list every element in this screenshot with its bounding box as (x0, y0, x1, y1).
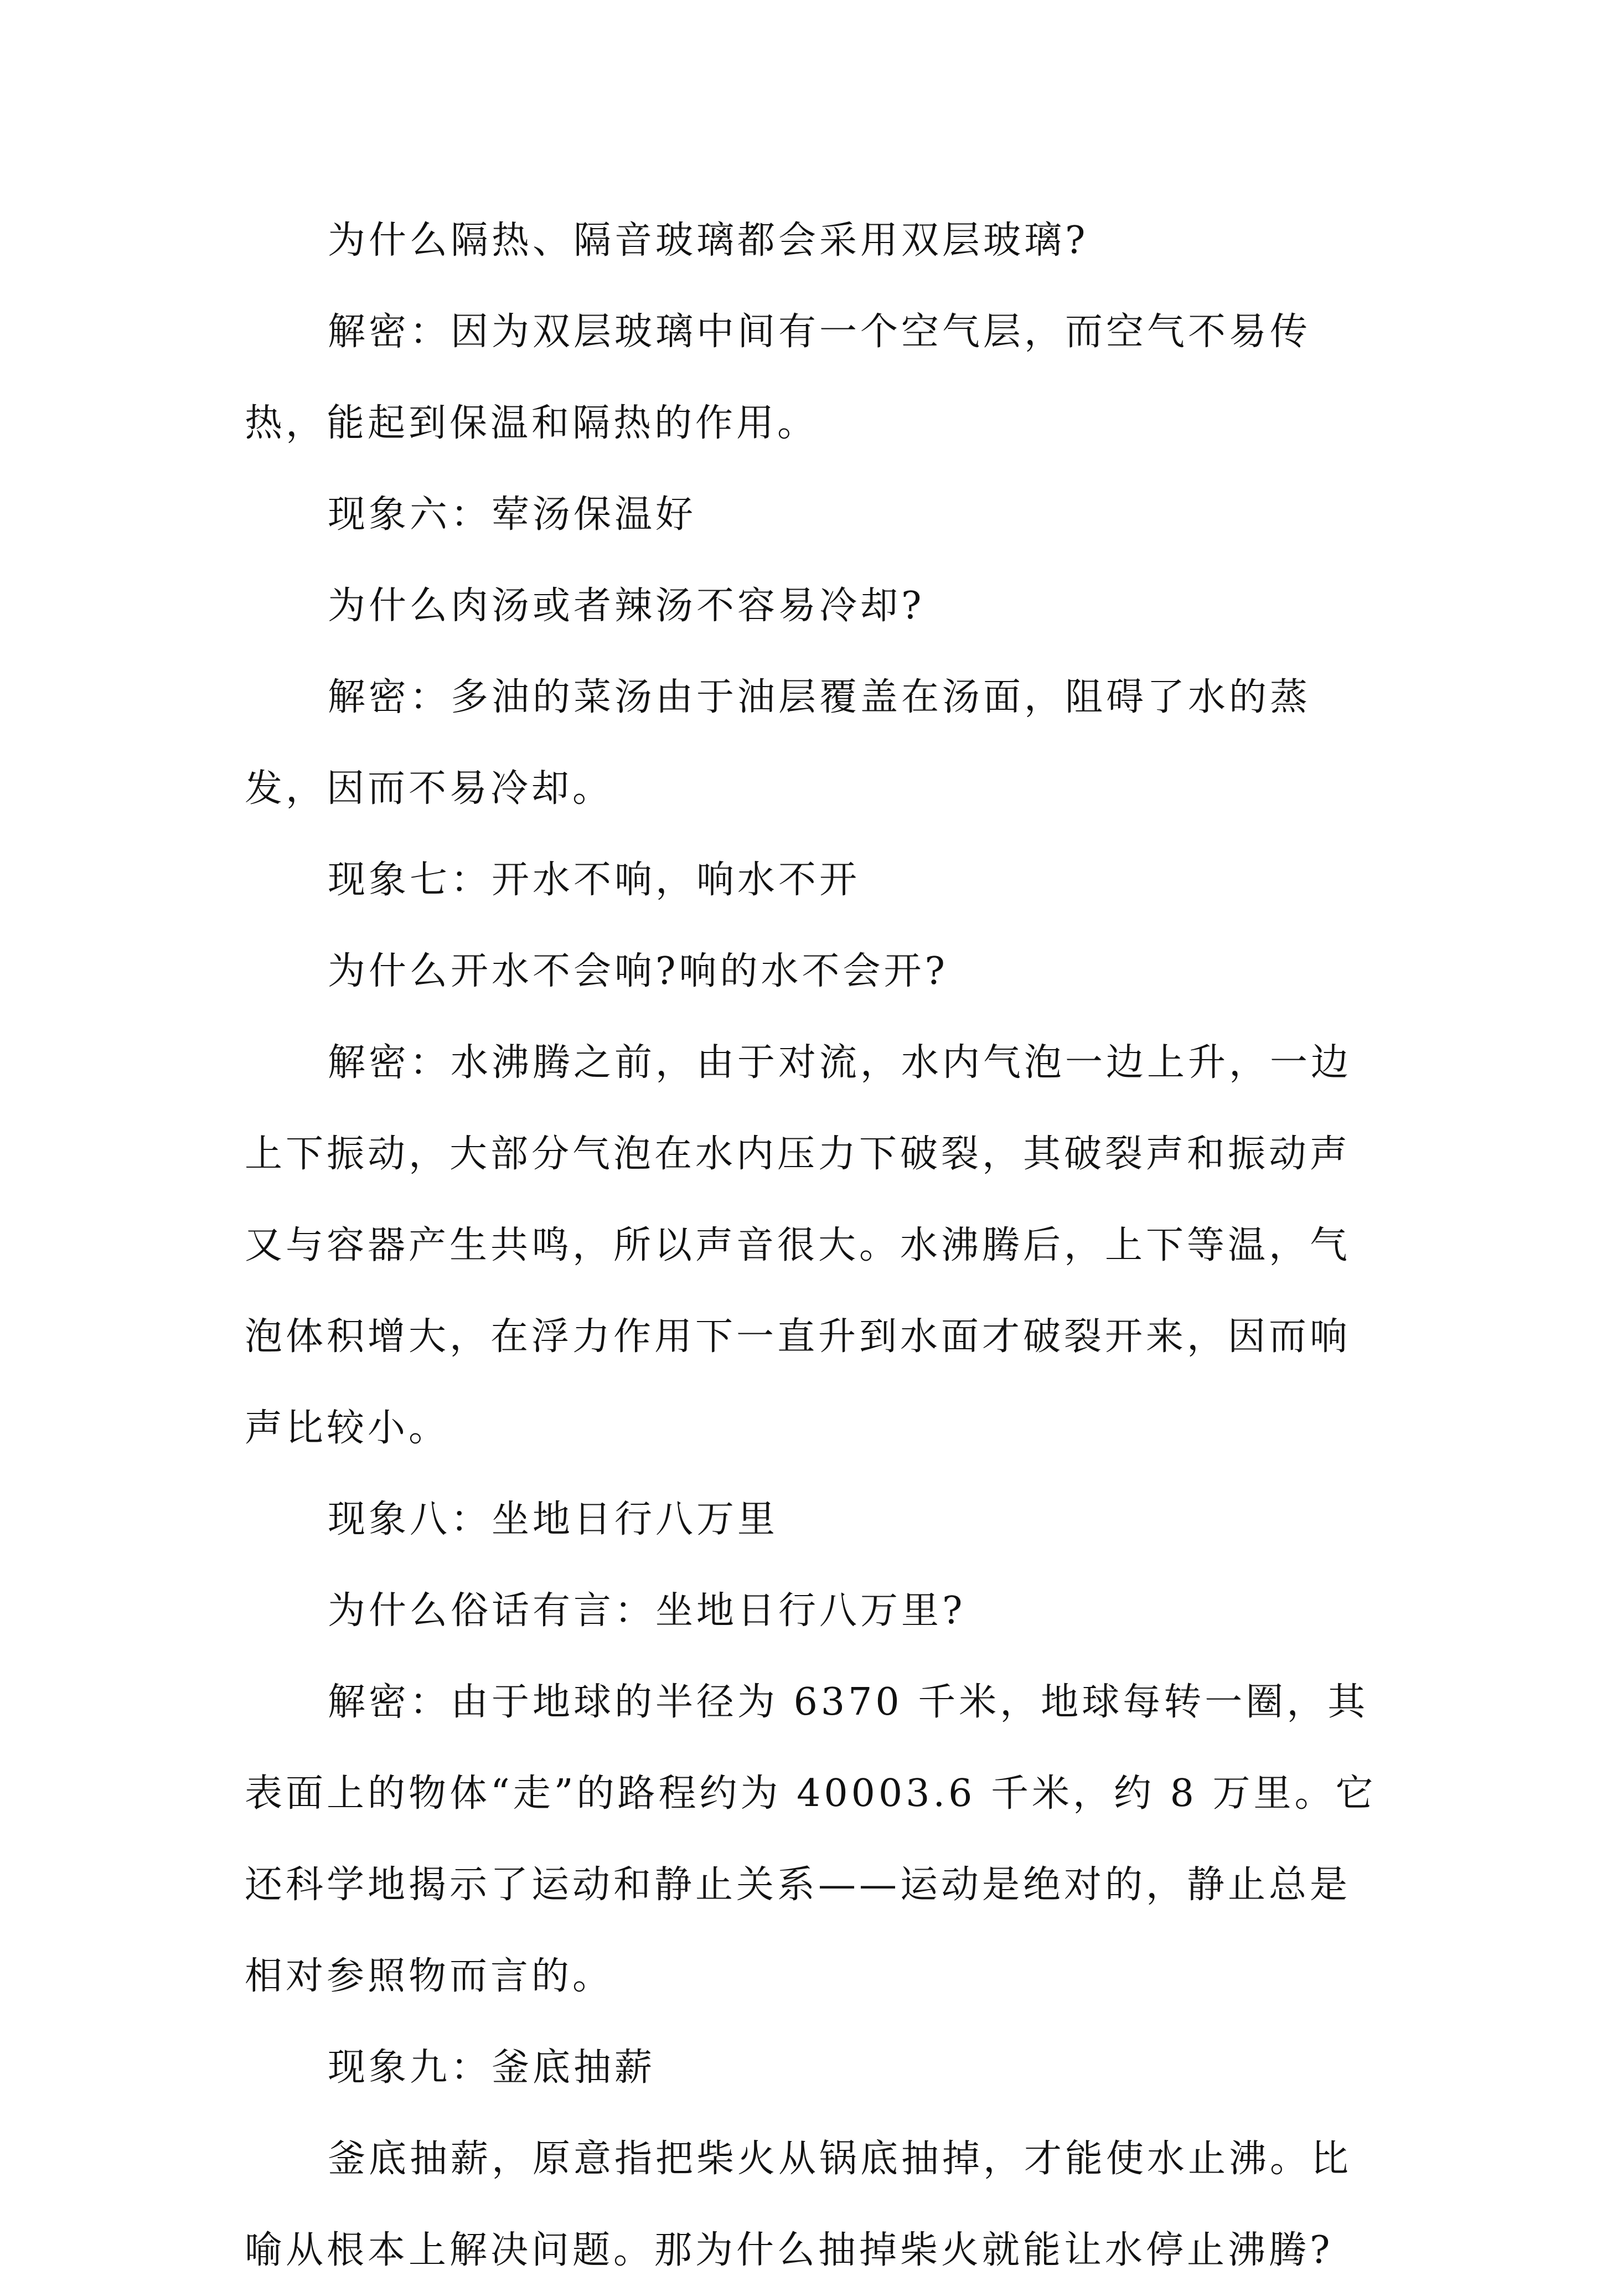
heading-phenomenon-9: 现象九：釜底抽薪 (328, 2046, 656, 2089)
question-earth-rotation: 为什么俗话有言：坐地日行八万里? (328, 1589, 966, 1633)
document-body (245, 195, 1379, 2296)
question-boiling-sound: 为什么开水不会响?响的水不会开? (328, 950, 948, 993)
answer-earth-rotation: 解密：由于地球的半径为 6370 千米，地球每转一圈，其表面上的物体“走”的路程约为 40003.6 千米，约 8 万里。它还科学地揭示了运动和静止关系——运动是绝对的，静止总是相对参照物而言的。 (245, 1680, 1377, 1998)
answer-double-glazing: 解密：因为双层玻璃中间有一个空气层，而空气不易传热，能起到保温和隔热的作用。 (245, 310, 1311, 445)
body-remove-firewood: 釜底抽薪，原意指把柴火从锅底抽掉，才能使水止沸。比喻从根本上解决问题。那为什么抽掉柴火就能让水停止沸腾? (245, 2137, 1352, 2272)
question-double-glazing: 为什么隔热、隔音玻璃都会采用双层玻璃? (328, 219, 1089, 262)
answer-boiling-sound: 解密：水沸腾之前，由于对流，水内气泡一边上升，一边上下振动，大部分气泡在水内压力下破裂，其破裂声和振动声又与容器产生共鸣，所以声音很大。水沸腾后，上下等温，气泡体积增大，在浮力作用下一直升到水面才破裂开来，因而响声比较小。 (245, 1041, 1352, 1450)
heading-phenomenon-8: 现象八：坐地日行八万里 (328, 1498, 779, 1541)
answer-soup-cooling: 解密：多油的菜汤由于油层覆盖在汤面，阻碍了水的蒸发，因而不易冷却。 (245, 675, 1311, 811)
heading-phenomenon-7: 现象七：开水不响，响水不开 (328, 858, 861, 902)
question-soup-cooling: 为什么肉汤或者辣汤不容易冷却? (328, 584, 925, 628)
heading-phenomenon-6: 现象六：荤汤保温好 (328, 493, 697, 536)
